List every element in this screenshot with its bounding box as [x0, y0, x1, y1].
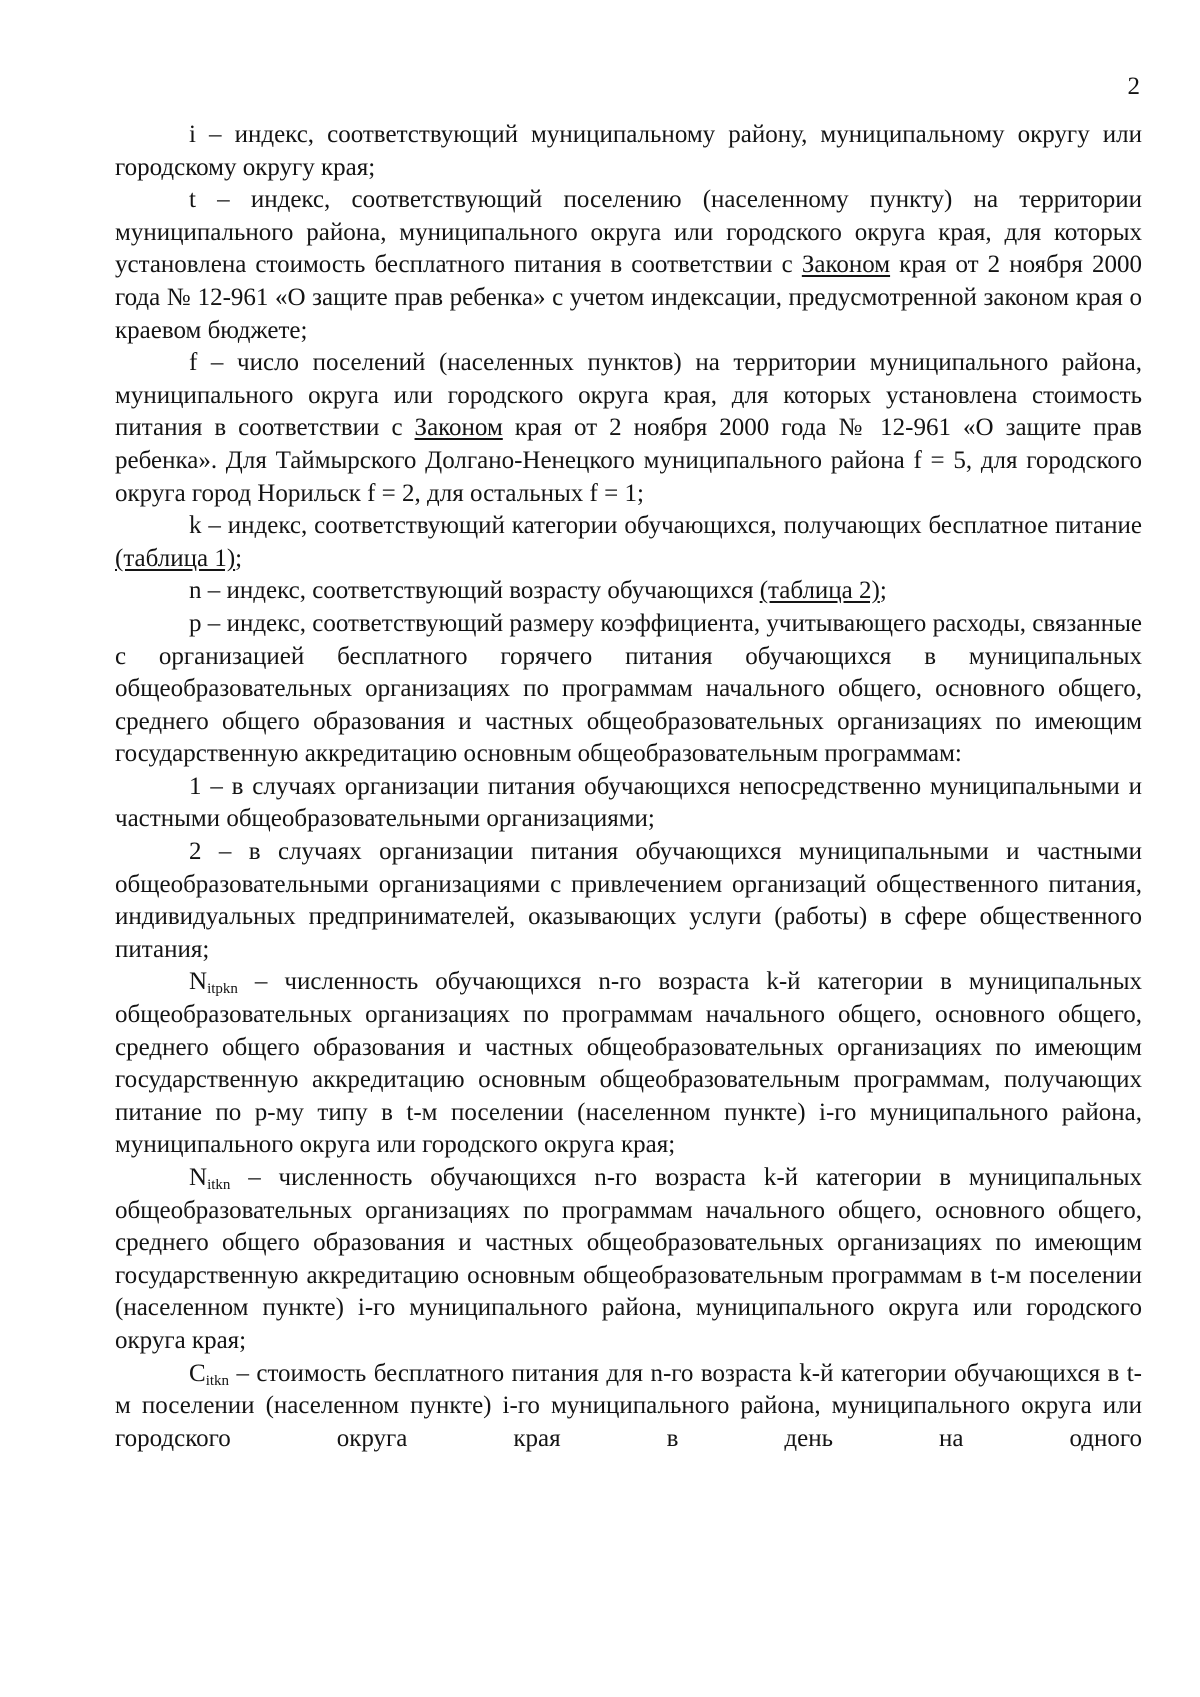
paragraph-text: i – индекс, соответствующий муниципальному району, муниципальному округу или городскому округу края; [115, 121, 1142, 181]
paragraph-text: края от 2 ноября 2000 года № 12-961 «О защите прав ребенка» с учетом индексации, предусмотренной законом края о краевом бюджете; [115, 251, 1142, 344]
paragraph-text: 1 – в случаях организации питания обучающихся непосредственно муниципальными и частными общеобразовательными организациями; [115, 772, 1142, 833]
paragraph-c-itkn [115, 1358, 1142, 1456]
paragraph-n-itpkn [115, 966, 1142, 1162]
paragraph-text: f – число поселений (населенных пунктов) на территории муниципального района, муниципального округа или городского округа края, для которых установлена стоимость питания в соответствии с [115, 349, 1142, 442]
document-link[interactable]: Законом [414, 414, 503, 442]
paragraph-text: – стоимость бесплатного питания для n-го возраста k-й категории обучающихся в t-м поселении (населенном пункте) i-го муниципального района, муниципального округа или городского округа края в день на одного [115, 1359, 1142, 1452]
paragraph-n-itkn [115, 1162, 1142, 1358]
subscript: itkn [205, 1372, 230, 1389]
document-link[interactable]: (таблица 1) [115, 544, 236, 572]
paragraph-n [115, 575, 1142, 608]
paragraph-text: края от 2 ноября 2000 года № 12-961 «О защите прав ребенка». Для Таймырского Долгано-Ненецкого муниципального района f = 5, для городского округа город Норильск f = 2, для остальных f = 1; [115, 414, 1142, 507]
paragraph-t [115, 184, 1142, 347]
paragraph-text: N [189, 1164, 208, 1191]
page-number: 2 [1127, 73, 1140, 100]
paragraph-text: C [189, 1359, 206, 1387]
paragraph-p1 [115, 771, 1142, 836]
subscript: itpkn [207, 981, 238, 998]
paragraph-k [115, 510, 1142, 575]
document-body [115, 119, 1142, 1455]
paragraph-i [115, 119, 1142, 184]
paragraph-text: ; [879, 577, 887, 605]
paragraph-text: 2 – в случаях организации питания обучающихся муниципальными и частными общеобразовательными организациями с привлечением организаций общественного питания, индивидуальных предпринимателей, оказывающих услуги (работы) в сфере общественного питания; [115, 838, 1142, 963]
subscript: itkn [207, 1177, 231, 1193]
document-link[interactable]: (таблица 2) [759, 577, 880, 605]
paragraph-text: k – индекс, соответствующий категории обучающихся, получающих бесплатное питание [189, 512, 1142, 540]
paragraph-text: N [189, 968, 208, 996]
paragraph-text: p – индекс, соответствующий размеру коэффициента, учитывающего расходы, связанные с организацией бесплатного горячего питания обучающихся в муниципальных общеобразовательных организациях по программам начального общего, основного общего, среднего общего образования и частных общеобразовательных организациях по имеющим государственную аккредитацию основным общеобразовательным программам: [115, 609, 1142, 768]
paragraph-text: ; [235, 544, 243, 572]
paragraph-p [115, 608, 1142, 771]
paragraph-text: t – индекс, соответствующий поселению (населенному пункту) на территории муниципального района, муниципального округа или городского округа края, для которых установлена стоимость бесплатного питания в соответствии с [115, 186, 1142, 279]
paragraph-f [115, 347, 1142, 510]
paragraph-p2 [115, 836, 1142, 966]
document-link[interactable]: Законом [801, 251, 891, 279]
paragraph-text: – численность обучающихся n-го возраста k-й категории в муниципальных общеобразовательных организациях по программам начального общего, основного общего, среднего общего образования и частных общеобразовательных организациях по имеющим государственную аккредитацию основным общеобразовательным программам в t-м поселении (населенном пункте) i-го муниципального района, муниципального округа или городского округа края; [115, 1164, 1142, 1354]
paragraph-text: – численность обучающихся n-го возраста k-й категории в муниципальных общеобразовательных организациях по программам начального общего, основного общего, среднего общего образования и частных общеобразовательных организациях по имеющим государственную аккредитацию основным общеобразовательным программам, получающих питание по p-му типу в t-м поселении (населенном пункте) i-го муниципального района, муниципального округа или городского округа края; [115, 968, 1142, 1159]
paragraph-text: n – индекс, соответствующий возрасту обучающихся [189, 577, 760, 605]
